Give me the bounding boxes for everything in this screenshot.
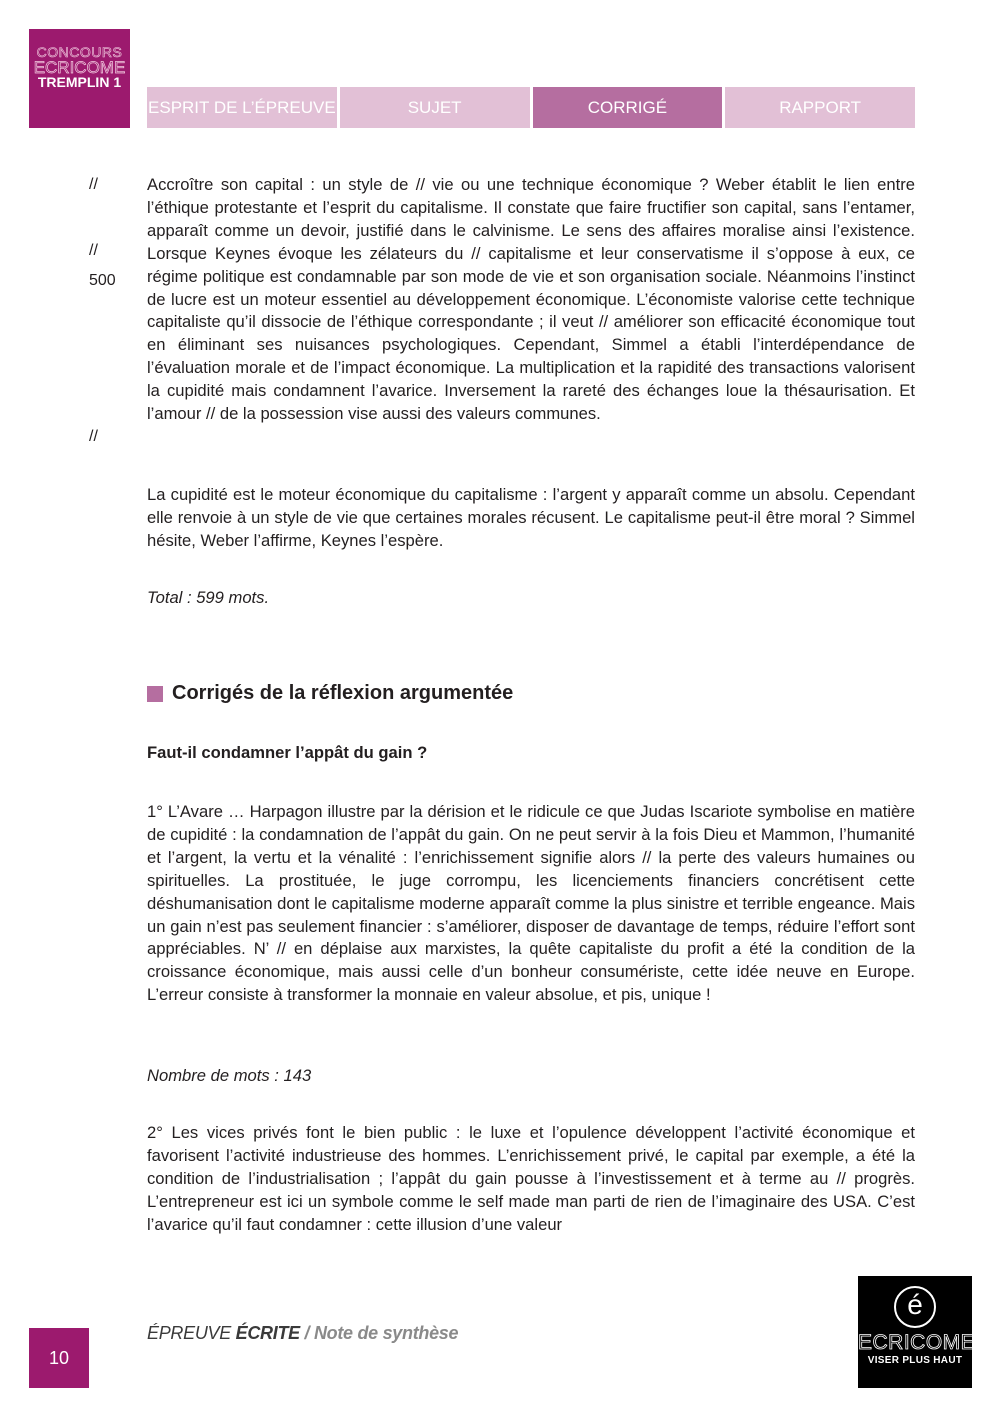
footer-label [147,1323,458,1344]
logo-line-ecricome: ECRICOME [33,58,126,77]
section-title-text: Corrigés de la réflexion argumentée [172,682,514,704]
tab-rapport[interactable]: RAPPORT [725,87,915,128]
ecricome-brand-logo [858,1276,976,1388]
tab-esprit-epreuve[interactable]: ESPRIT DE L’ÉPREUVE [147,87,337,128]
logo-line-concours: CONCOURS [36,44,123,60]
footer-note-de-synthese: Note de synthèse [313,1323,459,1343]
footer-separator: / [299,1323,314,1343]
margin-mark: // [89,428,98,445]
section-tabs [147,87,915,128]
concours-logo [29,29,130,128]
essay-question: Faut-il condamner l’appât du gain ? [147,743,428,762]
essay-paragraph-1: 1° L’Avare … Harpagon illustre par la dérision et le ridicule ce que Judas Iscariote symbolise en matière de cupidité : la condamnation de l’appât du gain. On ne peut servir à la fois Dieu et Mammon, l’humanité et l’argent, la vertu et la vénalité : l’enrichissement signifie alors // la perte des valeurs humaines ou spirituelles. La prostituée, le juge corrompu, les licenciements financiers concrétisent cette déshumanisation dont le capitalisme moderne apparaît comme la plus sinistre et terrible engeance. Mais un gain n’est pas seulement financier : s’améliorer, disposer de davantage de temps, réduire l’effort sont appréciables. N’ // en déplaise aux marxistes, la quête capitaliste du profit a été la condition de la croissance économique, mais aussi celle d’un bonheur consumériste, cette idée neuve en Europe. L’erreur consiste à transformer la monnaie en valeur absolue, et pis, unique ! [147,802,915,1005]
page-number: 10 [29,1328,89,1388]
tab-corrige[interactable]: CORRIGÉ [533,87,723,128]
section-title [147,682,513,705]
essay-paragraph-2: 2° Les vices privés font le bien public : le luxe et l’opulence développent l’activité économique et favorisent l’activité industrieuse des hommes. L’enrichissement privé, le capital par exemple, a été la condition de l’industrialisation ; l’appât du gain pousse à l’investissement et à terme au // progrès. L’entrepreneur est ici un symbole comme le self made man parti de rien de l’imaginaire des USA. C’est l’avarice qu’il faut condamner : cette illusion d’une valeur [147,1123,915,1234]
tab-sujet[interactable]: SUJET [340,87,530,128]
essay-word-count: Nombre de mots : 143 [147,1066,312,1085]
brand-tagline: VISER PLUS HAUT [867,1355,963,1366]
summary-paragraph-2: La cupidité est le moteur économique du capitalisme : l’argent y apparaît comme un absolu. Cependant elle renvoie à un style de vie que certaines morales récusent. Le capitalisme peut-il être moral ? Simmel hésite, Weber l’affirme, Keynes l’espère. [147,485,915,550]
total-word-count: Total : 599 mots. [147,588,270,607]
footer-ecrite: ÉCRITE [235,1323,300,1343]
brand-name: ECRICOME [858,1331,976,1354]
summary-paragraph-1: Accroître son capital : un style de // vie ou une technique économique ? Weber établit le lien entre l’éthique protestante et l’esprit du capitalisme. Il constate que faire fructifier son capital, sans l’entamer, apparaît comme un devoir, justifié dans le calvinisme. Le sens des affaires moralise ainsi l’existence. Lorsque Keynes évoque les zélateurs du // capitalisme et leur conservatisme il s’oppose à eux, ce régime politique est condamnable par son mode de vie et son organisation sociale. Néanmoins l’instinct de lucre est un moteur essentiel au développement économique. L’économiste valorise cette technique capitaliste qu’il dissocie de l’éthique correspondante ; il veut // améliorer son efficacité économique tout en éliminant ses nuisances psychologiques. Cependant, Simmel a établi l’interdépendance de l’évaluation morale et de l’impact économique. La multiplication et la rapidité des transactions valorisent la cupidité mais condamnent l’avarice. Inversement la rareté des échanges loue la thésaurisation. Et l’amour // de la possession vise aussi des valeurs communes. [147,175,915,424]
footer-epreuve: ÉPREUVE [147,1323,236,1343]
ecricome-e-icon: é [894,1286,936,1328]
section-bullet-icon [147,686,163,702]
margin-mark: // [89,242,98,259]
logo-line-tremplin: TREMPLIN 1 [37,74,122,90]
margin-mark: // [89,176,98,193]
margin-word-count-mark: 500 [89,272,116,289]
